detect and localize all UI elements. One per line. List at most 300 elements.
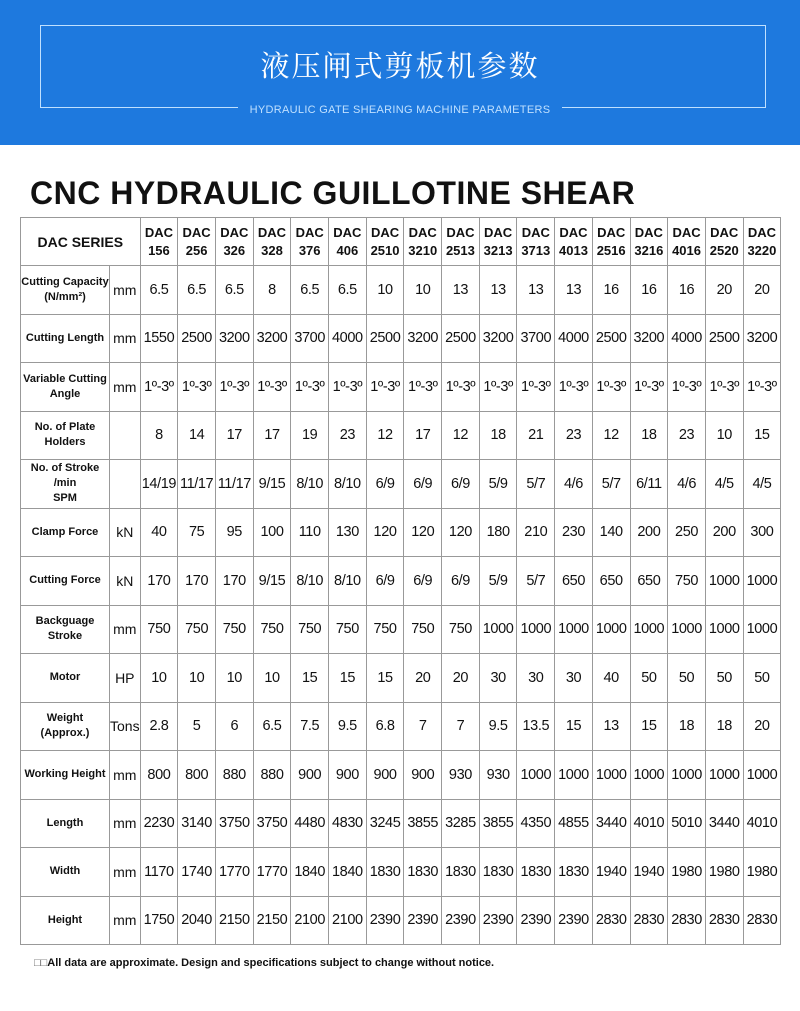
table-cell: 75: [178, 508, 216, 557]
row-label: [21, 508, 110, 557]
table-cell: 6/9: [366, 557, 404, 606]
model-number: 3210: [408, 242, 438, 258]
table-cell: 13: [555, 266, 593, 315]
model-number: 2516: [596, 242, 626, 258]
table-cell: 50: [743, 654, 781, 703]
model-prefix: DAC: [521, 224, 550, 240]
model-prefix: DAC: [559, 224, 588, 240]
table-cell: 3855: [404, 799, 442, 848]
model-prefix: DAC: [747, 224, 776, 240]
model-header: [140, 218, 178, 266]
row-label-line1: Cutting Capacity: [21, 275, 109, 288]
table-cell: 1980: [743, 848, 781, 897]
table-cell: 30: [479, 654, 517, 703]
table-cell: 2390: [404, 896, 442, 945]
table-cell: 8: [140, 411, 178, 460]
table-cell: 230: [555, 508, 593, 557]
table-cell: 1840: [329, 848, 367, 897]
row-label-line1: Motor: [49, 671, 81, 684]
model-number: 2513: [445, 242, 475, 258]
table-header-row: [21, 218, 781, 266]
table-cell: 1º-3º: [140, 363, 178, 412]
table-cell: 15: [329, 654, 367, 703]
table-cell: 1000: [705, 557, 743, 606]
table-cell: 15: [555, 702, 593, 751]
row-label: [21, 314, 110, 363]
table-cell: 7: [404, 702, 442, 751]
row-unit: mm: [110, 605, 141, 654]
table-cell: 800: [178, 751, 216, 800]
table-cell: 2390: [366, 896, 404, 945]
table-cell: 15: [366, 654, 404, 703]
table-cell: 3855: [479, 799, 517, 848]
table-cell: 18: [705, 702, 743, 751]
row-label-line1: Weight (Approx.): [40, 712, 90, 740]
table-cell: 17: [215, 411, 253, 460]
row-label: [21, 654, 110, 703]
row-unit: [110, 411, 141, 460]
model-header: [743, 218, 781, 266]
table-cell: 50: [630, 654, 668, 703]
table-cell: 30: [517, 654, 555, 703]
table-cell: 4350: [517, 799, 555, 848]
series-header: DAC SERIES: [21, 218, 141, 266]
table-cell: 1830: [479, 848, 517, 897]
table-cell: 11/17: [215, 460, 253, 509]
table-cell: 18: [479, 411, 517, 460]
table-cell: 14: [178, 411, 216, 460]
table-cell: 15: [743, 411, 781, 460]
table-cell: 2390: [517, 896, 555, 945]
table-cell: 1º-3º: [668, 363, 706, 412]
table-cell: 23: [555, 411, 593, 460]
table-cell: 1830: [366, 848, 404, 897]
table-cell: 16: [592, 266, 630, 315]
row-label: [21, 896, 110, 945]
table-row: [21, 266, 781, 315]
table-cell: 7: [442, 702, 480, 751]
model-header: [630, 218, 668, 266]
table-cell: 8/10: [329, 460, 367, 509]
table-cell: 2390: [555, 896, 593, 945]
table-cell: 2830: [630, 896, 668, 945]
row-label-line1: Clamp Force: [31, 525, 99, 538]
table-cell: 4/5: [705, 460, 743, 509]
table-body: [21, 266, 781, 945]
model-number: 4016: [672, 242, 701, 258]
row-label-line1: Width: [49, 865, 81, 878]
table-cell: 7.5: [291, 702, 329, 751]
row-unit: mm: [110, 848, 141, 897]
table-cell: 210: [517, 508, 555, 557]
table-cell: 10: [178, 654, 216, 703]
row-label: [21, 751, 110, 800]
table-cell: 2830: [743, 896, 781, 945]
table-cell: 1º-3º: [630, 363, 668, 412]
table-cell: 3245: [366, 799, 404, 848]
table-cell: 1º-3º: [404, 363, 442, 412]
table-cell: 30: [555, 654, 593, 703]
row-label-line1: No. of Stroke /min: [30, 462, 100, 490]
page-title: CNC HYDRAULIC GUILLOTINE SHEAR: [30, 175, 636, 211]
table-cell: 930: [442, 751, 480, 800]
row-label: [21, 460, 110, 509]
table-cell: 2830: [705, 896, 743, 945]
table-cell: 1000: [630, 605, 668, 654]
table-cell: 1940: [630, 848, 668, 897]
table-cell: 6.5: [291, 266, 329, 315]
table-cell: 4480: [291, 799, 329, 848]
table-row: [21, 896, 781, 945]
table-cell: 110: [291, 508, 329, 557]
table-cell: 1º-3º: [743, 363, 781, 412]
table-cell: 900: [366, 751, 404, 800]
row-label: [21, 848, 110, 897]
footnote-marks: □□: [34, 957, 48, 969]
table-cell: 6.5: [253, 702, 291, 751]
table-cell: 2150: [253, 896, 291, 945]
table-cell: 1980: [705, 848, 743, 897]
table-row: [21, 654, 781, 703]
model-prefix: DAC: [710, 224, 739, 240]
table-row: [21, 411, 781, 460]
table-cell: 1550: [140, 314, 178, 363]
table-row: [21, 460, 781, 509]
table-cell: 200: [630, 508, 668, 557]
table-cell: 170: [215, 557, 253, 606]
table-cell: 50: [705, 654, 743, 703]
model-prefix: DAC: [370, 224, 400, 240]
table-cell: 1º-3º: [178, 363, 216, 412]
table-cell: 1º-3º: [705, 363, 743, 412]
model-number: 256: [185, 242, 208, 258]
table-cell: 750: [291, 605, 329, 654]
table-cell: 10: [140, 654, 178, 703]
table-cell: 2830: [592, 896, 630, 945]
model-number: 326: [223, 242, 246, 258]
table-cell: 4010: [743, 799, 781, 848]
table-cell: 1830: [517, 848, 555, 897]
table-cell: 1830: [442, 848, 480, 897]
model-number: 3216: [634, 242, 664, 258]
table-cell: 3200: [215, 314, 253, 363]
row-label: [21, 266, 110, 315]
table-row: [21, 363, 781, 412]
model-header: [253, 218, 291, 266]
table-cell: 100: [253, 508, 291, 557]
table-cell: 1000: [705, 605, 743, 654]
table-cell: 120: [442, 508, 480, 557]
table-cell: 6/11: [630, 460, 668, 509]
table-cell: 8/10: [291, 557, 329, 606]
table-cell: 5/7: [517, 557, 555, 606]
table-cell: 1000: [743, 605, 781, 654]
table-cell: 4/6: [555, 460, 593, 509]
table-cell: 15: [630, 702, 668, 751]
table-cell: 6/9: [442, 557, 480, 606]
table-cell: 3750: [215, 799, 253, 848]
row-label: [21, 363, 110, 412]
model-prefix: DAC: [484, 224, 513, 240]
table-cell: 1000: [592, 751, 630, 800]
table-cell: 650: [630, 557, 668, 606]
table-cell: 17: [253, 411, 291, 460]
model-header: [555, 218, 593, 266]
table-cell: 13: [517, 266, 555, 315]
table-cell: 650: [592, 557, 630, 606]
row-label: [21, 702, 110, 751]
table-cell: 3285: [442, 799, 480, 848]
row-label: [21, 799, 110, 848]
table-cell: 6/9: [404, 557, 442, 606]
table-cell: 900: [404, 751, 442, 800]
model-prefix: DAC: [257, 224, 287, 240]
table-cell: 2040: [178, 896, 216, 945]
table-cell: 250: [668, 508, 706, 557]
table-cell: 13: [442, 266, 480, 315]
table-cell: 2150: [215, 896, 253, 945]
row-unit: mm: [110, 266, 141, 315]
model-prefix: DAC: [634, 224, 663, 240]
table-cell: 1º-3º: [592, 363, 630, 412]
model-prefix: DAC: [182, 224, 211, 240]
row-label-line1: Cutting Length: [25, 331, 105, 344]
table-cell: 15: [291, 654, 329, 703]
model-header: [517, 218, 555, 266]
table-cell: 10: [366, 266, 404, 315]
table-cell: 3200: [630, 314, 668, 363]
table-cell: 2500: [592, 314, 630, 363]
table-row: [21, 314, 781, 363]
table-cell: 6.8: [366, 702, 404, 751]
table-cell: 650: [555, 557, 593, 606]
table-cell: 750: [215, 605, 253, 654]
table-cell: 170: [140, 557, 178, 606]
table-cell: 50: [668, 654, 706, 703]
table-cell: 4010: [630, 799, 668, 848]
table-cell: 300: [743, 508, 781, 557]
table-cell: 1º-3º: [291, 363, 329, 412]
table-cell: 1940: [592, 848, 630, 897]
table-cell: 2100: [329, 896, 367, 945]
table-cell: 20: [743, 266, 781, 315]
table-cell: 6/9: [366, 460, 404, 509]
footnote: [34, 957, 494, 969]
table-cell: 5/9: [479, 557, 517, 606]
model-header: [329, 218, 367, 266]
table-cell: 14/19: [140, 460, 178, 509]
table-cell: 12: [442, 411, 480, 460]
table-cell: 3440: [705, 799, 743, 848]
table-cell: 1000: [668, 751, 706, 800]
model-header: [215, 218, 253, 266]
row-label-line1: Backguage Stroke: [35, 615, 95, 643]
banner-subtitle-wrap: [0, 100, 800, 118]
table-cell: 1830: [555, 848, 593, 897]
table-cell: 2.8: [140, 702, 178, 751]
row-label: [21, 605, 110, 654]
table-cell: 1000: [592, 605, 630, 654]
table-cell: 6/9: [442, 460, 480, 509]
row-unit: Tons: [110, 702, 141, 751]
row-label-line1: Cutting Force: [29, 574, 101, 587]
table-cell: 1000: [517, 751, 555, 800]
table-cell: 120: [404, 508, 442, 557]
table-cell: 1000: [555, 751, 593, 800]
table-cell: 880: [253, 751, 291, 800]
table-cell: 130: [329, 508, 367, 557]
table-cell: 750: [668, 557, 706, 606]
table-cell: 9/15: [253, 460, 291, 509]
table-cell: 2390: [442, 896, 480, 945]
table-cell: 40: [592, 654, 630, 703]
table-cell: 9.5: [479, 702, 517, 751]
footnote-text: All data are approximate. Design and specifications subject to change without notice.: [47, 957, 495, 969]
table-cell: 750: [178, 605, 216, 654]
table-cell: 10: [705, 411, 743, 460]
table-cell: 95: [215, 508, 253, 557]
table-cell: 8/10: [329, 557, 367, 606]
header-banner: [0, 0, 800, 145]
table-cell: 750: [404, 605, 442, 654]
table-cell: 5/9: [479, 460, 517, 509]
table-cell: 13: [592, 702, 630, 751]
table-cell: 5: [178, 702, 216, 751]
row-unit: mm: [110, 799, 141, 848]
table-cell: 23: [329, 411, 367, 460]
table-cell: 5010: [668, 799, 706, 848]
table-cell: 12: [366, 411, 404, 460]
table-row: [21, 508, 781, 557]
table-cell: 1000: [517, 605, 555, 654]
table-cell: 1770: [253, 848, 291, 897]
model-number: 2510: [370, 242, 400, 258]
row-unit: mm: [110, 751, 141, 800]
table-cell: 6.5: [140, 266, 178, 315]
table-cell: 4/6: [668, 460, 706, 509]
table-cell: 1º-3º: [215, 363, 253, 412]
table-cell: 4000: [668, 314, 706, 363]
table-row: [21, 751, 781, 800]
row-label-line2: Angle: [49, 387, 81, 400]
table-cell: 4000: [555, 314, 593, 363]
table-cell: 2230: [140, 799, 178, 848]
table-cell: 18: [668, 702, 706, 751]
model-number: 2520: [709, 242, 739, 258]
model-prefix: DAC: [144, 224, 173, 240]
table-row: [21, 848, 781, 897]
model-header: [404, 218, 442, 266]
table-cell: 5/7: [592, 460, 630, 509]
row-unit: mm: [110, 363, 141, 412]
table-cell: 16: [668, 266, 706, 315]
table-cell: 1000: [555, 605, 593, 654]
banner-subtitle: HYDRAULIC GATE SHEARING MACHINE PARAMETERS: [238, 104, 563, 116]
table-cell: 170: [178, 557, 216, 606]
table-cell: 1º-3º: [442, 363, 480, 412]
table-cell: 750: [140, 605, 178, 654]
model-prefix: DAC: [295, 224, 324, 240]
table-cell: 8/10: [291, 460, 329, 509]
table-cell: 930: [479, 751, 517, 800]
table-cell: 1830: [404, 848, 442, 897]
table-row: [21, 702, 781, 751]
table-cell: 1000: [743, 751, 781, 800]
row-label-line1: Length: [46, 816, 84, 829]
table-cell: 3200: [743, 314, 781, 363]
row-label-line2: SPM: [53, 492, 77, 505]
model-number: 3213: [483, 242, 513, 258]
table-cell: 140: [592, 508, 630, 557]
row-unit: kN: [110, 557, 141, 606]
table-cell: 3200: [253, 314, 291, 363]
table-cell: 3140: [178, 799, 216, 848]
table-cell: 16: [630, 266, 668, 315]
table-cell: 11/17: [178, 460, 216, 509]
table-cell: 180: [479, 508, 517, 557]
table-cell: 1º-3º: [479, 363, 517, 412]
model-header: [705, 218, 743, 266]
table-cell: 6: [215, 702, 253, 751]
table-cell: 4830: [329, 799, 367, 848]
model-number: 156: [148, 242, 170, 258]
table-cell: 1750: [140, 896, 178, 945]
table-cell: 200: [705, 508, 743, 557]
row-unit: [110, 460, 141, 509]
model-number: 3220: [747, 242, 777, 258]
table-cell: 20: [404, 654, 442, 703]
table-cell: 900: [329, 751, 367, 800]
table-cell: 3200: [404, 314, 442, 363]
model-number: 4013: [559, 242, 588, 258]
table-cell: 1º-3º: [366, 363, 404, 412]
model-header: [479, 218, 517, 266]
table-cell: 3700: [517, 314, 555, 363]
model-prefix: DAC: [333, 224, 362, 240]
table-cell: 3200: [479, 314, 517, 363]
table-cell: 10: [253, 654, 291, 703]
model-prefix: DAC: [446, 224, 475, 240]
table-cell: 21: [517, 411, 555, 460]
table-cell: 1000: [705, 751, 743, 800]
table-row: [21, 605, 781, 654]
model-header: [291, 218, 329, 266]
table-cell: 1º-3º: [517, 363, 555, 412]
row-label-line1: No. of Plate Holders: [34, 421, 96, 449]
table-cell: 1000: [668, 605, 706, 654]
table-cell: 5/7: [517, 460, 555, 509]
table-cell: 19: [291, 411, 329, 460]
table-cell: 17: [404, 411, 442, 460]
model-header: [442, 218, 480, 266]
model-number: 376: [298, 242, 321, 258]
row-label: [21, 557, 110, 606]
table-cell: 1º-3º: [253, 363, 291, 412]
table-cell: 2500: [442, 314, 480, 363]
table-cell: 750: [253, 605, 291, 654]
row-label-line1: Working Height: [24, 768, 106, 781]
table-cell: 2500: [366, 314, 404, 363]
banner-title: 液压闸式剪板机参数: [260, 49, 540, 83]
table-cell: 12: [592, 411, 630, 460]
table-cell: 750: [366, 605, 404, 654]
model-header: [178, 218, 216, 266]
model-header: [592, 218, 630, 266]
table-cell: 4000: [329, 314, 367, 363]
table-cell: 1000: [479, 605, 517, 654]
table-cell: 2830: [668, 896, 706, 945]
row-unit: mm: [110, 896, 141, 945]
